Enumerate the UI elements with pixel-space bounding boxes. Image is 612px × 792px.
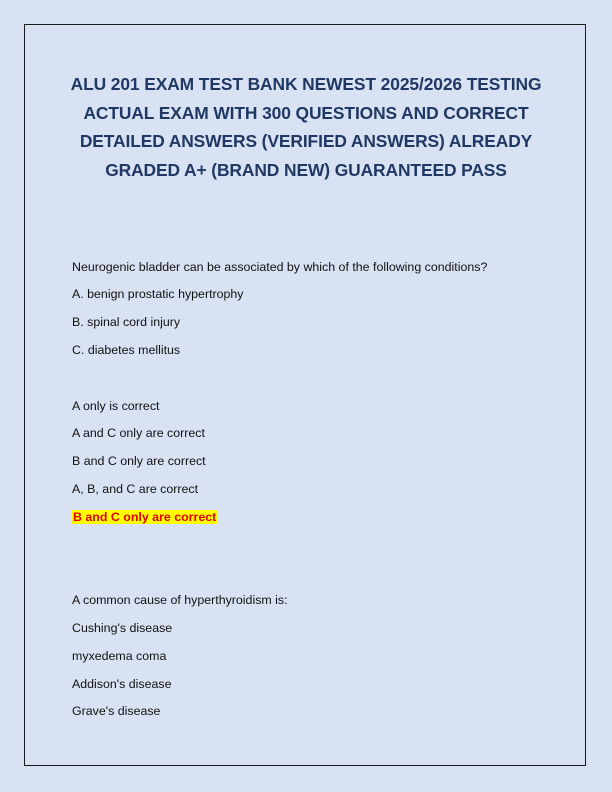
title-line-1: ALU 201 EXAM TEST BANK NEWEST 2025/2026 TESTING [70, 74, 542, 94]
question-1-option-1: A only is correct [72, 399, 160, 413]
correct-answer-highlight: B and C only are correct [73, 510, 217, 524]
question-1-item-b: B. spinal cord injury [72, 315, 181, 329]
document-title [60, 70, 552, 184]
question-2-option-1: Cushing's disease [72, 621, 173, 635]
question-1-correct-answer [72, 510, 217, 525]
title-line-4: GRADED A+ (BRAND NEW) GUARANTEED PASS [105, 159, 507, 180]
question-2-option-4: Grave's disease [72, 704, 161, 718]
title-line-2: ACTUAL EXAM WITH 300 QUESTIONS AND CORRECT [83, 102, 529, 123]
question-2-option-3: Addison's disease [72, 677, 172, 691]
title-line-3: DETAILED ANSWERS (VERIFIED ANSWERS) ALREADY [79, 131, 533, 151]
question-1-prompt: Neurogenic bladder can be associated by which of the following conditions? [72, 260, 488, 274]
question-1-item-a: A. benign prostatic hypertrophy [72, 287, 244, 301]
question-1-item-c: C. diabetes mellitus [72, 343, 181, 357]
question-1-option-4: A, B, and C are correct [72, 482, 199, 496]
question-2-option-2: myxedema coma [72, 649, 167, 663]
question-1-option-3: B and C only are correct [72, 454, 206, 468]
question-1-option-2: A and C only are correct [72, 426, 205, 440]
question-2-prompt: A common cause of hyperthyroidism is: [72, 593, 288, 607]
